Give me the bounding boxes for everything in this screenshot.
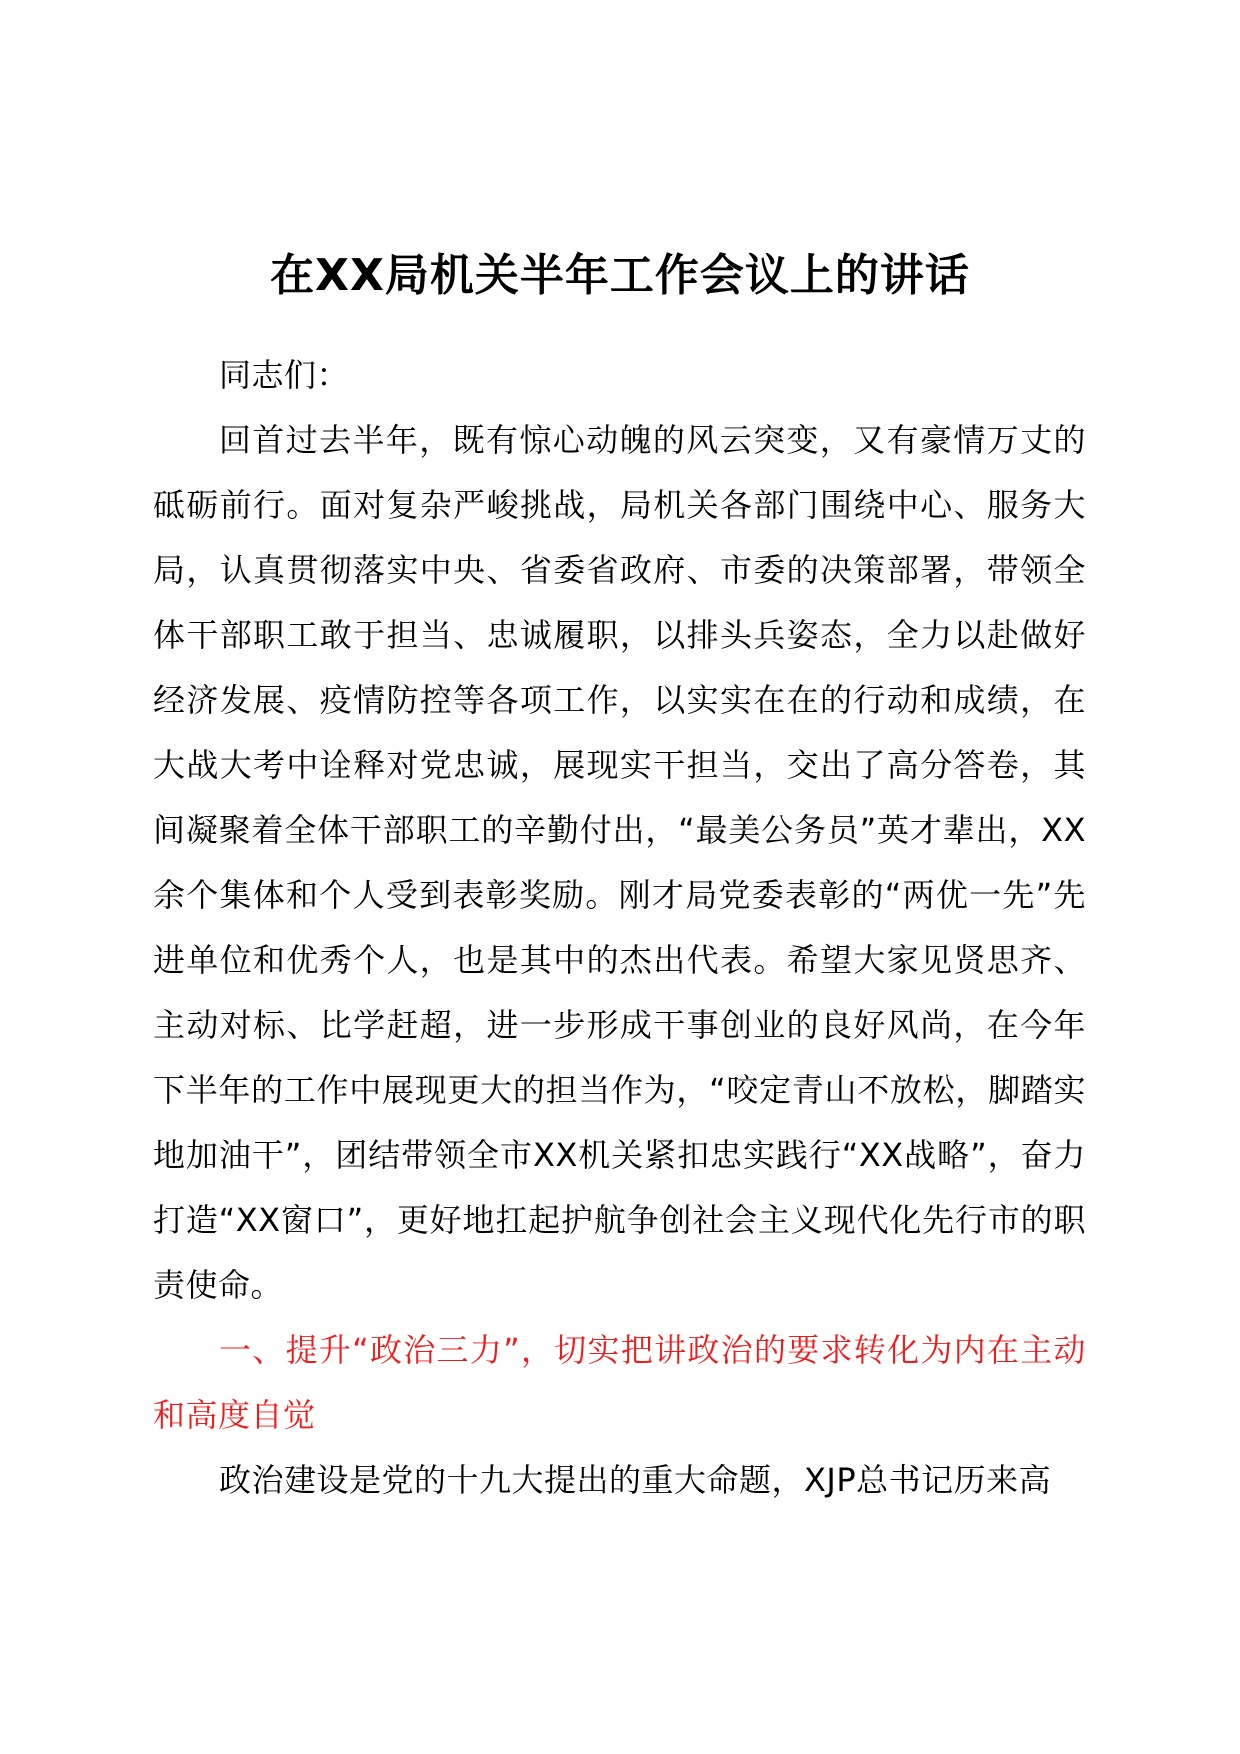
document-body	[153, 343, 1086, 1513]
intro-paragraph: 回首过去半年，既有惊心动魄的风云突变，又有豪情万丈的砥砺前行。面对复杂严峻挑战，局机关各部门围绕中心、服务大局，认真贯彻落实中央、省委省政府、市委的决策部署，带领全体干部职工敢于担当、忠诚履职，以排头兵姿态，全力以赴做好经济发展、疫情防控等各项工作，以实实在在的行动和成绩，在大战大考中诠释对党忠诚，展现实干担当，交出了高分答卷，其间凝聚着全体干部职工的辛勤付出，“最美公务员”英才辈出，XX余个集体和个人受到表彰奖励。刚才局党委表彰的“两优一先”先进单位和优秀个人，也是其中的杰出代表。希望大家见贤思齐、主动对标、比学赶超，进一步形成干事创业的良好风尚，在今年下半年的工作中展现更大的担当作为，“咬定青山不放松，脚踏实地加油干”，团结带领全市XX机关紧扣忠实践行“XX战略”，奋力打造“XX窗口”，更好地扛起护航争创社会主义现代化先行市的职责使命。	[153, 421, 1086, 1304]
salutation: 同志们：	[219, 356, 350, 394]
section-paragraph: 政治建设是党的十九大提出的重大命题，XJP总书记历来高	[219, 1461, 1052, 1499]
document-title: 在XX局机关半年工作会议上的讲话	[270, 250, 970, 301]
section-heading: 一、提升“政治三力”，切实把讲政治的要求转化为内在主动和高度自觉	[153, 1331, 1086, 1434]
